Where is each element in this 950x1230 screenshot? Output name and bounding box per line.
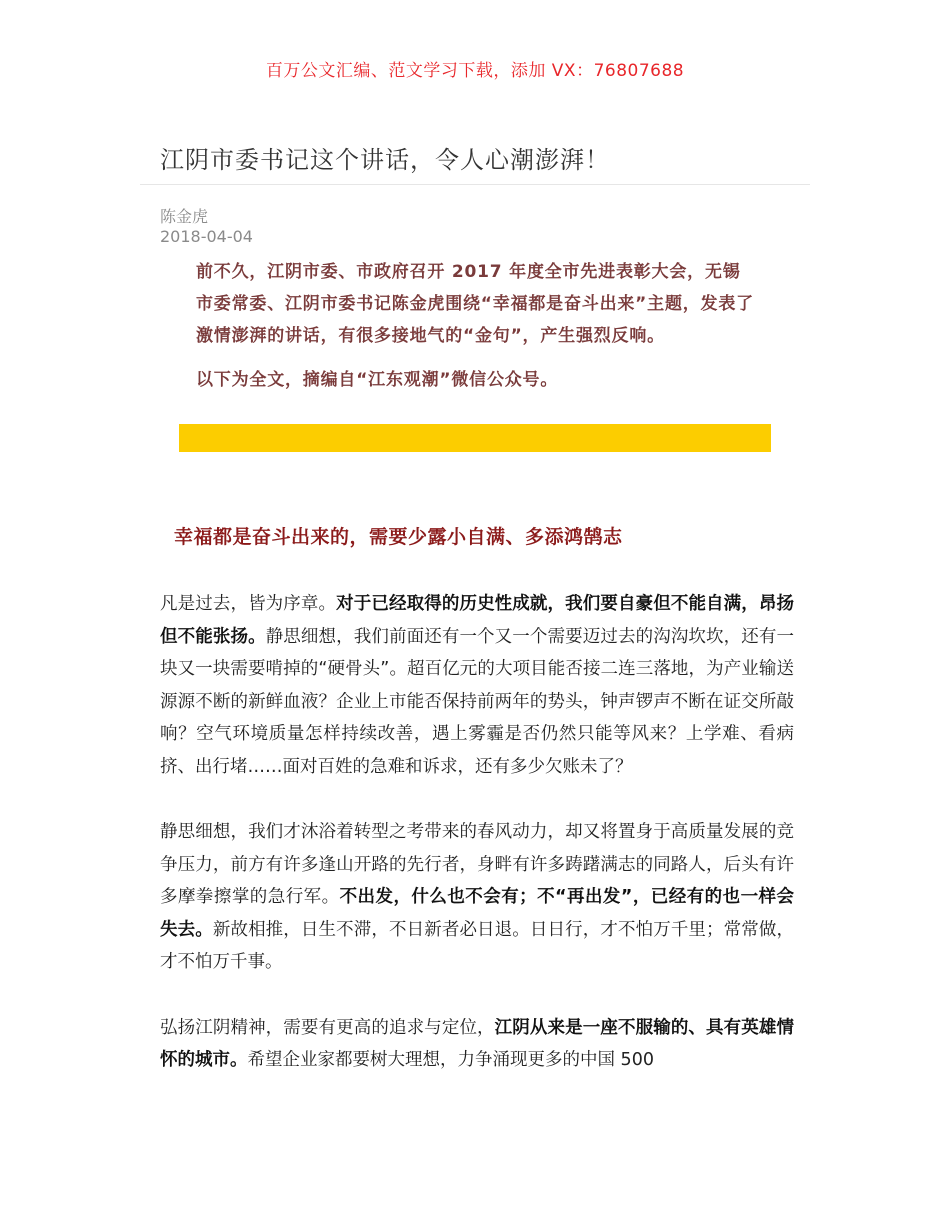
- title-divider: [140, 184, 810, 185]
- body-paragraph: [160, 816, 794, 979]
- body-paragraph: [160, 588, 794, 783]
- body-bold-text: 不出发，什么也不会有；不“再出发”，已经有的也一样会失去。: [160, 887, 794, 940]
- intro-paragraph: 前不久，江阴市委、市政府召开 2017 年度全市先进表彰大会，无锡市委常委、江阴市委书记陈金虎围绕“幸福都是奋斗出来”主题，发表了激情澎湃的讲话，有很多接地气的“金句”，产生强烈反响。: [196, 262, 754, 346]
- article-author[interactable]: 陈金虎: [160, 207, 209, 226]
- body-bold-text: 江阴从来是一座不服输的、具有英雄情怀的城市。: [160, 1017, 794, 1070]
- promo-banner: 百万公文汇编、范文学习下载，添加 VX：76807688: [265, 61, 685, 81]
- article-body: [160, 588, 794, 1110]
- intro-block: [196, 256, 756, 396]
- highlight-bar: [179, 424, 771, 452]
- body-text: 凡是过去，皆为序章。: [160, 594, 337, 614]
- body-text: 弘扬江阴精神，需要有更高的追求与定位，: [160, 1017, 495, 1038]
- article-title: 江阴市委书记这个讲话，令人心潮澎湃！: [160, 146, 610, 174]
- body-text: 希望企业家都要树大理想，力争涌现更多的中国 500: [247, 1050, 654, 1070]
- body-paragraph: [160, 1012, 794, 1077]
- intro-source-note: 以下为全文，摘编自“江东观潮”微信公众号。: [196, 370, 559, 390]
- article-date: 2018-04-04: [160, 227, 253, 246]
- body-text: 新故相推，日生不滞，不日新者必日退。日日行，才不怕万千里；常常做，才不怕万千事。: [160, 919, 794, 972]
- section-heading: 幸福都是奋斗出来的，需要少露小自满、多添鸿鹄志: [174, 526, 623, 548]
- body-text: 静思细想，我们才沐浴着转型之考带来的春风动力，却又将置身于高质量发展的竞争压力，前方有许多逢山开路的先行者，身畔有许多踌躇满志的同路人，后头有许多摩拳擦掌的急行军。: [160, 822, 794, 907]
- body-bold-text: 对于已经取得的历史性成就，我们要自豪但不能自满，昂扬但不能张扬。: [160, 594, 795, 647]
- body-text: 静思细想，我们前面还有一个又一个需要迈过去的沟沟坎坎，还有一块又一块需要啃掉的“硬骨头”。超百亿元的大项目能否接二连三落地，为产业输送源源不断的新鲜血液？企业上市能否保持前两年的势头，钟声锣声不断在证交所敲响？空气环境质量怎样持续改善，遇上雾霾是否仍然只能等风来？上学难、看病挤、出行堵……面对百姓的急难和诉求，还有多少欠账未了？: [160, 626, 794, 777]
